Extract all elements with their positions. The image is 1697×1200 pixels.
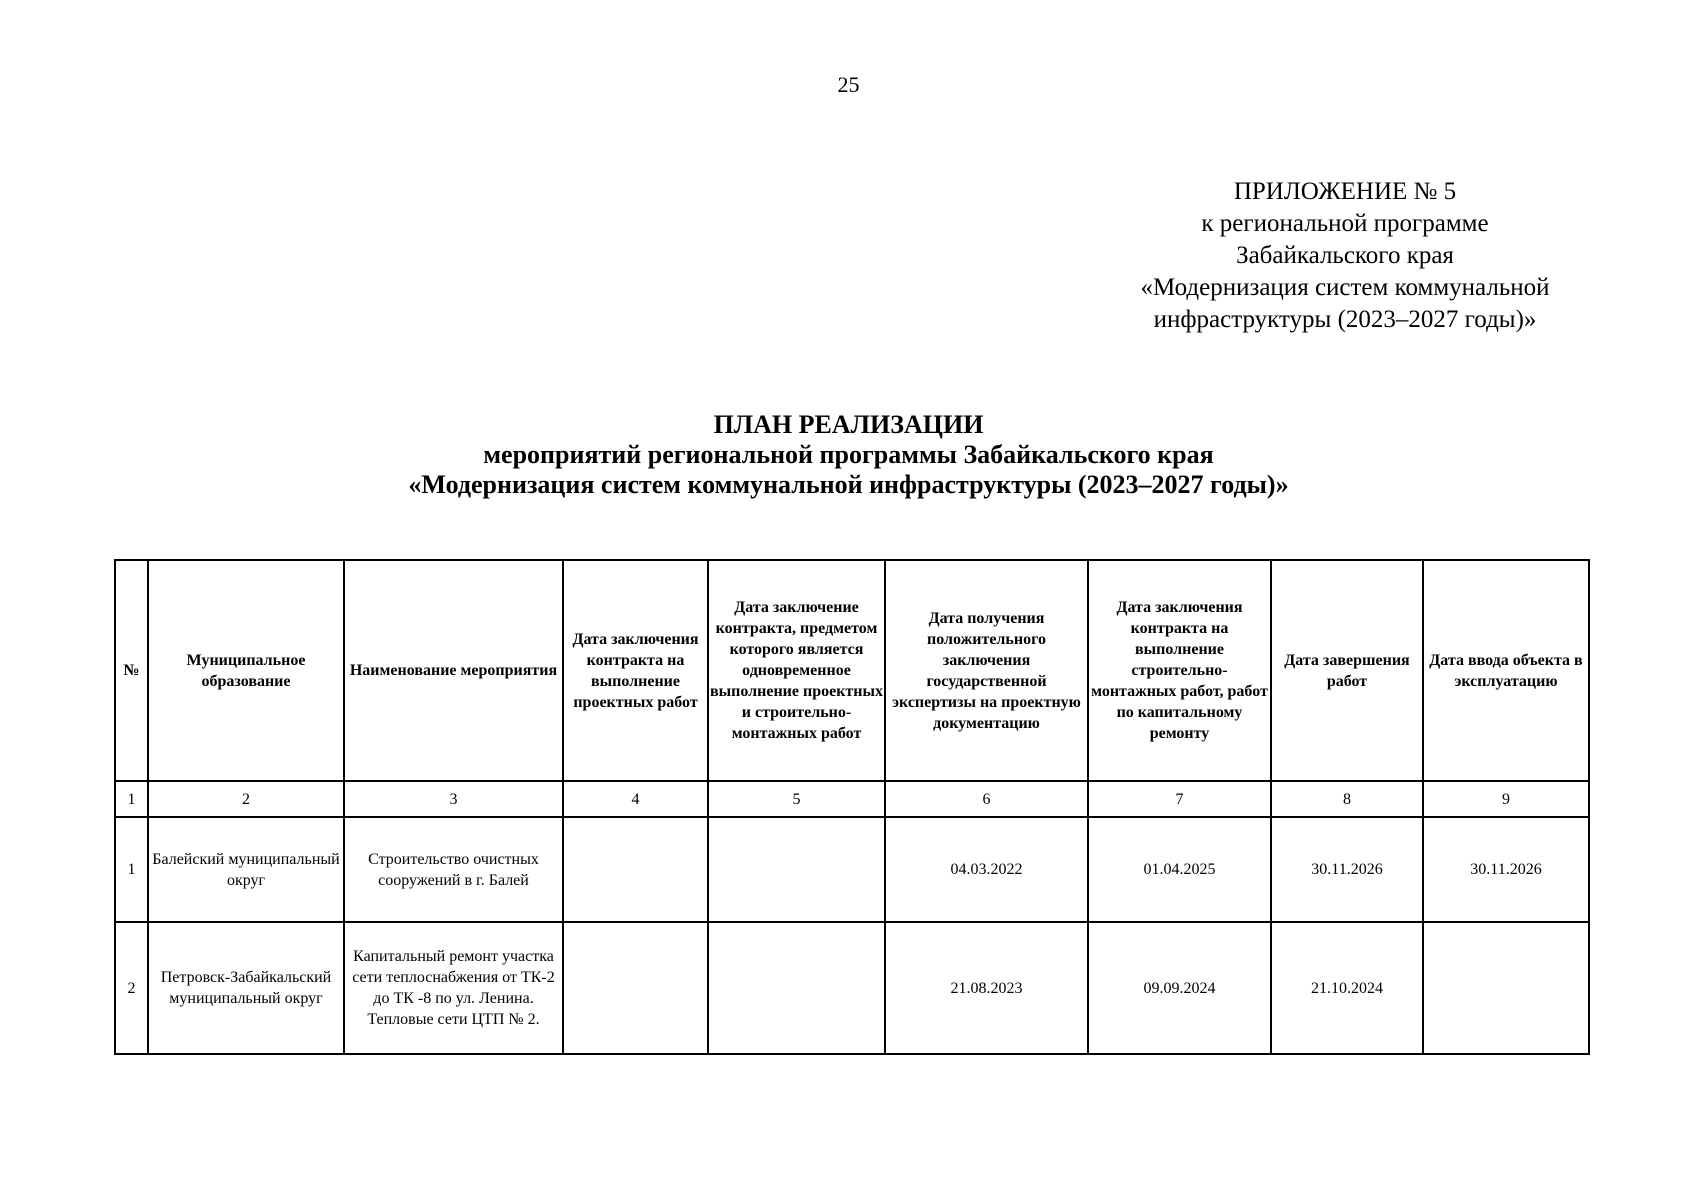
- title-line: «Модернизация систем коммунальной инфраструктуры (2023–2027 годы)»: [408, 470, 1289, 499]
- cell-commissioning-date: 30.11.2026: [1423, 817, 1589, 922]
- cell-combined-contract-date: [708, 817, 885, 922]
- cell-completion-date: 21.10.2024: [1271, 922, 1423, 1054]
- header-cell-combined-contract-date: Дата заключение контракта, предметом которого является одновременное выполнение проектных и строительно-монтажных работ: [708, 560, 885, 781]
- title-line: ПЛАН РЕАЛИЗАЦИИ: [713, 410, 984, 439]
- cell-construction-contract-date: 01.04.2025: [1088, 817, 1271, 922]
- cell-expertise-date: 21.08.2023: [885, 922, 1088, 1054]
- appendix-line: к региональной программе: [1201, 210, 1489, 237]
- column-number-cell: 5: [708, 781, 885, 817]
- table-header-row: [115, 560, 1589, 781]
- cell-construction-contract-date: 09.09.2024: [1088, 922, 1271, 1054]
- cell-combined-contract-date: [708, 922, 885, 1054]
- appendix-line: Забайкальского края: [1236, 242, 1454, 269]
- appendix-line: инфраструктуры (2023–2027 годы)»: [1153, 306, 1537, 333]
- header-cell-number: №: [115, 560, 148, 781]
- cell-number: 2: [115, 922, 148, 1054]
- header-cell-municipality: Муниципальное образование: [148, 560, 344, 781]
- cell-design-contract-date: [563, 922, 708, 1054]
- cell-commissioning-date: [1423, 922, 1589, 1054]
- column-number-cell: 8: [1271, 781, 1423, 817]
- cell-completion-date: 30.11.2026: [1271, 817, 1423, 922]
- header-cell-design-contract-date: Дата заключения контракта на выполнение проектных работ: [563, 560, 708, 781]
- appendix-line: «Модернизация систем коммунальной: [1140, 274, 1550, 301]
- page-number: 25: [837, 72, 860, 97]
- header-cell-expertise-date: Дата получения положительного заключения государственной экспертизы на проектную документацию: [885, 560, 1088, 781]
- table-row: [115, 922, 1589, 1054]
- plan-title: [0, 410, 1697, 500]
- cell-municipality: Балейский муниципальный округ: [148, 817, 344, 922]
- column-number-cell: 4: [563, 781, 708, 817]
- header-cell-event: Наименование мероприятия: [344, 560, 563, 781]
- appendix-line: ПРИЛОЖЕНИЕ № 5: [1233, 178, 1457, 205]
- plan-table: [114, 559, 1590, 1055]
- header-cell-construction-contract-date: Дата заключения контракта на выполнение строительно-монтажных работ, работ по капитальному ремонту: [1088, 560, 1271, 781]
- column-number-cell: 9: [1423, 781, 1589, 817]
- cell-number: 1: [115, 817, 148, 922]
- cell-design-contract-date: [563, 817, 708, 922]
- cell-municipality: Петровск-Забайкальский муниципальный округ: [148, 922, 344, 1054]
- column-number-row: [115, 781, 1589, 817]
- header-cell-commissioning-date: Дата ввода объекта в эксплуатацию: [1423, 560, 1589, 781]
- column-number-cell: 7: [1088, 781, 1271, 817]
- title-line: мероприятий региональной программы Забайкальского края: [483, 440, 1214, 469]
- column-number-cell: 6: [885, 781, 1088, 817]
- column-number-cell: 1: [115, 781, 148, 817]
- appendix-heading: [1085, 176, 1605, 336]
- cell-expertise-date: 04.03.2022: [885, 817, 1088, 922]
- header-cell-completion-date: Дата завершения работ: [1271, 560, 1423, 781]
- column-number-cell: 3: [344, 781, 563, 817]
- cell-event: Капитальный ремонт участка сети теплоснабжения от ТК-2 до ТК -8 по ул. Ленина. Тепловые сети ЦТП № 2.: [344, 922, 563, 1054]
- cell-event: Строительство очистных сооружений в г. Балей: [344, 817, 563, 922]
- column-number-cell: 2: [148, 781, 344, 817]
- table-row: [115, 817, 1589, 922]
